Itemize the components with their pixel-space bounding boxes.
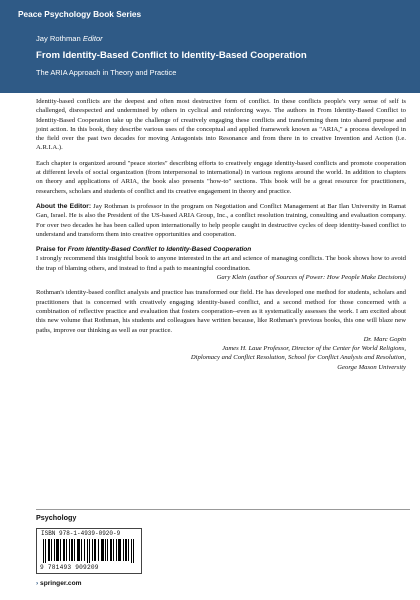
back-cover-text xyxy=(36,97,406,372)
quote-gopin-title-1: James H. Laue Professor, Director of the Center for World Religions, xyxy=(222,345,406,353)
publisher-url-text: springer.com xyxy=(40,580,82,587)
chevron-right-icon: › xyxy=(36,580,39,587)
quote-klein: I strongly recommend this insightful book to anyone interested in the art and science of managing conflicts. The book shows how to avoid the trap of blaming others, and instead to find a path to meaningful coordination. xyxy=(36,255,406,272)
header-band xyxy=(0,0,420,93)
praise-heading xyxy=(36,245,406,254)
editor-name: Jay Rothman xyxy=(36,34,81,43)
subject-category: Psychology xyxy=(36,513,77,522)
description-paragraph-2: Each chapter is organized around "peace stories" describing efforts to creatively engage identity-based conflicts and promote cooperation at different levels of social organization (from interpersonal to international) in various regions around the world. In addition to chapters on theory and applications of ARIA, the book also presents "how-to" sections. This book will be a great resource for practitioners, researchers, scholars and students of conflict and its creative engagement in theory and practice. xyxy=(36,159,406,195)
book-subtitle: The ARIA Approach in Theory and Practice xyxy=(36,68,177,77)
praise-label: Praise for xyxy=(36,246,68,254)
book-title: From Identity-Based Conflict to Identity-Based Cooperation xyxy=(36,50,307,61)
about-editor-paragraph xyxy=(36,202,406,239)
barcode-icon xyxy=(41,539,137,563)
about-editor-label: About the Editor: xyxy=(36,202,92,210)
series-title: Peace Psychology Book Series xyxy=(18,9,142,19)
quote-gopin-title-2: Diplomacy and Conflict Resolution, School for Conflict Analysis and Resolution, xyxy=(190,354,406,362)
footer-divider xyxy=(36,509,410,510)
quote-klein-attribution: Gary Klein (author of Sources of Power: How People Make Decisions) xyxy=(216,274,406,282)
quote-gopin-title-3: George Mason University xyxy=(337,363,406,371)
quote-gopin-name: Dr. Marc Gopin xyxy=(363,335,406,343)
quote-gopin: Rothman's identity-based conflict analysis and practice has transformed our field. He has developed one method for students, scholars and practitioners that is concerned with creatively engaging identity-based conflict, and a second method for those concerned with a combination of reflective practice and evaluation that fosters cooperation--even as it systematically assesses the work. I am excited about this new volume that Rothman, his students and colleagues have written because, like Rothman's previous books, this one will blaze new paths, improve our thinking as well as our practice. xyxy=(36,289,406,334)
editor-role: Editor xyxy=(82,34,103,43)
about-editor-text: Jay Rothman is professor in the program on Negotiation and Conflict Management at Bar Ilan University in Ramat Gan, Israel. He is also the President of the US-based ARIA Group, Inc., a conflict resolution training, consulting and evaluation company. For over two decades he has been called upon internationally to help people caught in destructive cycles of deep identity-based conflict to understand and transform them into creative opportunities and cooperation. xyxy=(36,202,406,238)
isbn-label: ISBN 978-1-4939-0920-9 xyxy=(41,530,121,537)
publisher-url[interactable] xyxy=(36,580,81,587)
praise-book-title: From Identity-Based Conflict to Identity-Based Cooperation xyxy=(67,246,252,254)
isbn-barcode-box xyxy=(36,528,142,574)
editor-line xyxy=(36,34,103,43)
barcode-digits: 9 781493 909209 xyxy=(40,564,99,571)
description-paragraph-1: Identity-based conflicts are the deepest and often most destructive form of conflict. In these conflicts people's very sense of self is challenged, disrespected and undermined by others in cyclical and reinforcing ways. The authors in From Identity-Based Conflict to Identity-Based Cooperation take up the challenge of creatively engaging these conflicts and transforming them into shared purpose and joint action. In this book, they describe various uses of the conceptual and applied framework known as "ARIA," a process developed in the field over the past two decades for moving Antagonists into Resonance and from there in to creative Invention and Action (i.e. A.R.I.A.). xyxy=(36,98,406,152)
